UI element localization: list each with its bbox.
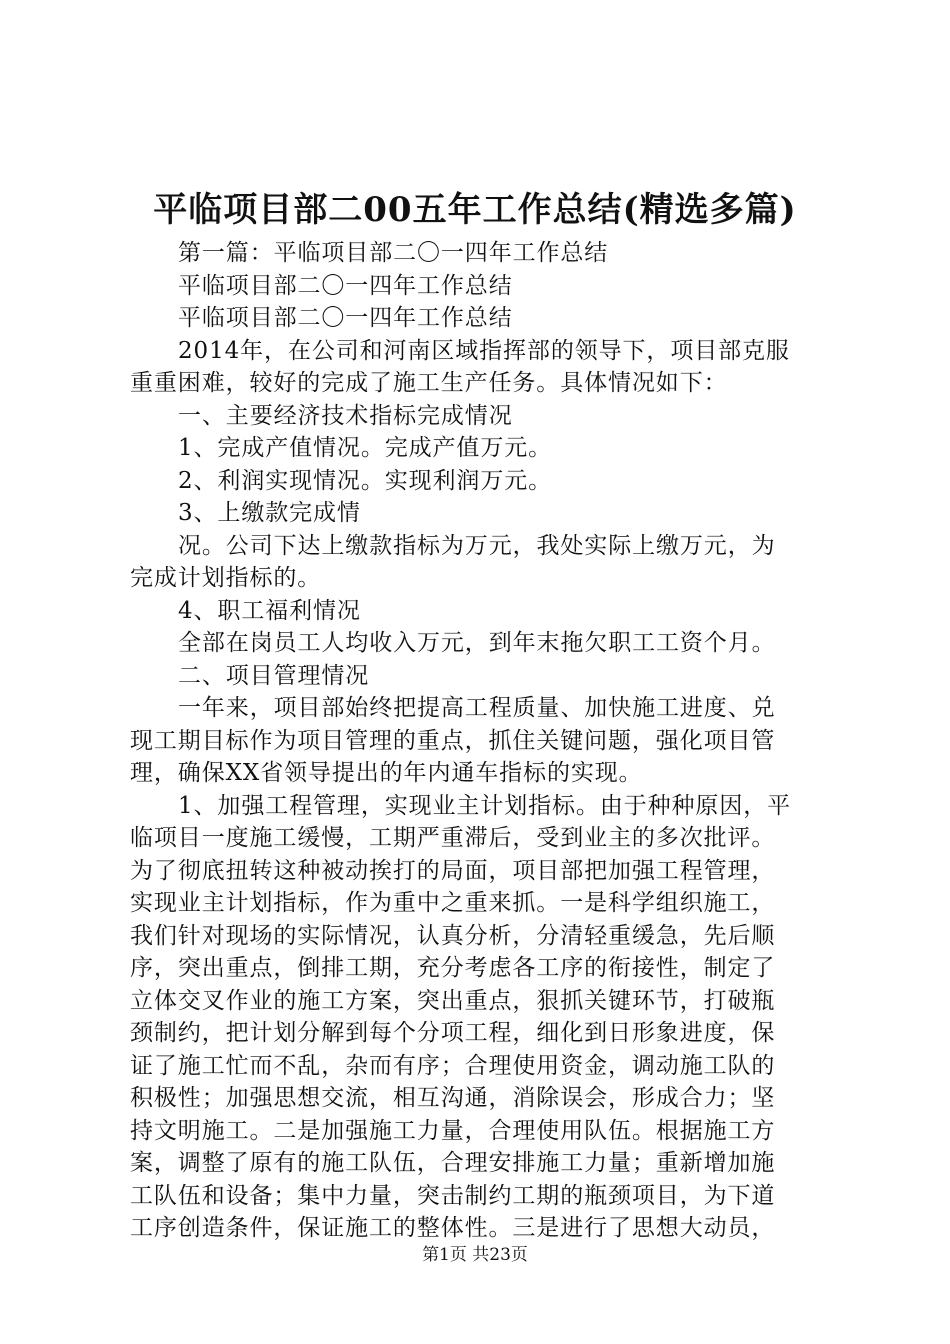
body-line: 序，突出重点，倒排工期，充分考虑各工序的衔接性，制定了 (130, 955, 776, 981)
body-line: 第一篇：平临项目部二〇一四年工作总结 (178, 240, 609, 266)
body-line: 实现业主计划指标，作为重中之重来抓。一是科学组织施工， (130, 890, 776, 916)
body-line: 我们针对现场的实际情况，认真分析，分清轻重缓急，先后顺 (130, 922, 776, 949)
body-line: 1、完成产值情况。完成产值万元。 (178, 435, 553, 461)
body-line: 立体交叉作业的施工方案，突出重点，狠抓关键环节，打破瓶 (130, 987, 776, 1014)
body-line: 况。公司下达上缴款指标为万元，我处实际上缴万元，为 (178, 532, 776, 559)
body-line: 2、利润实现情况。实现利润万元。 (178, 467, 553, 494)
body-line: 工序创造条件，保证施工的整体性。三是进行了思想大动员， (130, 1215, 776, 1241)
body-line: 全部在岗员工人均收入万元，到年末拖欠职工工资个月。 (178, 630, 776, 656)
body-line: 平临项目部二〇一四年工作总结 (178, 305, 513, 331)
body-line: 4、职工福利情况 (178, 597, 361, 624)
body-line: 积极性；加强思想交流，相互沟通，消除误会，形成合力；坚 (130, 1085, 776, 1111)
body-line: 现工期目标作为项目管理的重点，抓住关键问题，强化项目管 (130, 727, 776, 754)
body-line: 颈制约，把计划分解到每个分项工程，细化到日形象进度，保 (130, 1020, 776, 1046)
body-line: 一年来，项目部始终把提高工程质量、加快施工进度、兑 (178, 695, 776, 721)
body-line: 为了彻底扭转这种被动挨打的局面，项目部把加强工程管理， (130, 857, 776, 884)
document-title: 平临项目部二00五年工作总结(精选多篇) (153, 190, 797, 230)
body-line: 完成计划指标的。 (130, 565, 322, 591)
body-line: 3、上缴款完成情 (178, 500, 361, 526)
body-line: 二、项目管理情况 (178, 662, 370, 689)
body-line: 2014年，在公司和河南区域指挥部的领导下，项目部克服 (178, 337, 790, 364)
body-line: 案，调整了原有的施工队伍，合理安排施工力量；重新增加施 (130, 1150, 776, 1176)
body-line: 临项目一度施工缓慢，工期严重滞后，受到业主的多次批评。 (130, 825, 776, 851)
body-line: 1、加强工程管理，实现业主计划指标。由于种种原因，平 (178, 792, 792, 819)
body-line: 一、主要经济技术指标完成情况 (178, 402, 513, 429)
body-line: 理，确保XX省领导提出的年内通车指标的实现。 (130, 760, 643, 786)
body-line: 平临项目部二〇一四年工作总结 (178, 272, 513, 299)
page-footer: 第1页 共23页 (422, 1245, 528, 1265)
body-line: 重重困难，较好的完成了施工生产任务。具体情况如下： (130, 370, 728, 396)
body-line: 持文明施工。二是加强施工力量，合理使用队伍。根据施工方 (130, 1117, 776, 1144)
body-line: 工队伍和设备；集中力量，突击制约工期的瓶颈项目，为下道 (130, 1182, 776, 1209)
document-body (130, 237, 830, 1245)
body-line: 证了施工忙而不乱，杂而有序；合理使用资金，调动施工队的 (130, 1052, 776, 1079)
